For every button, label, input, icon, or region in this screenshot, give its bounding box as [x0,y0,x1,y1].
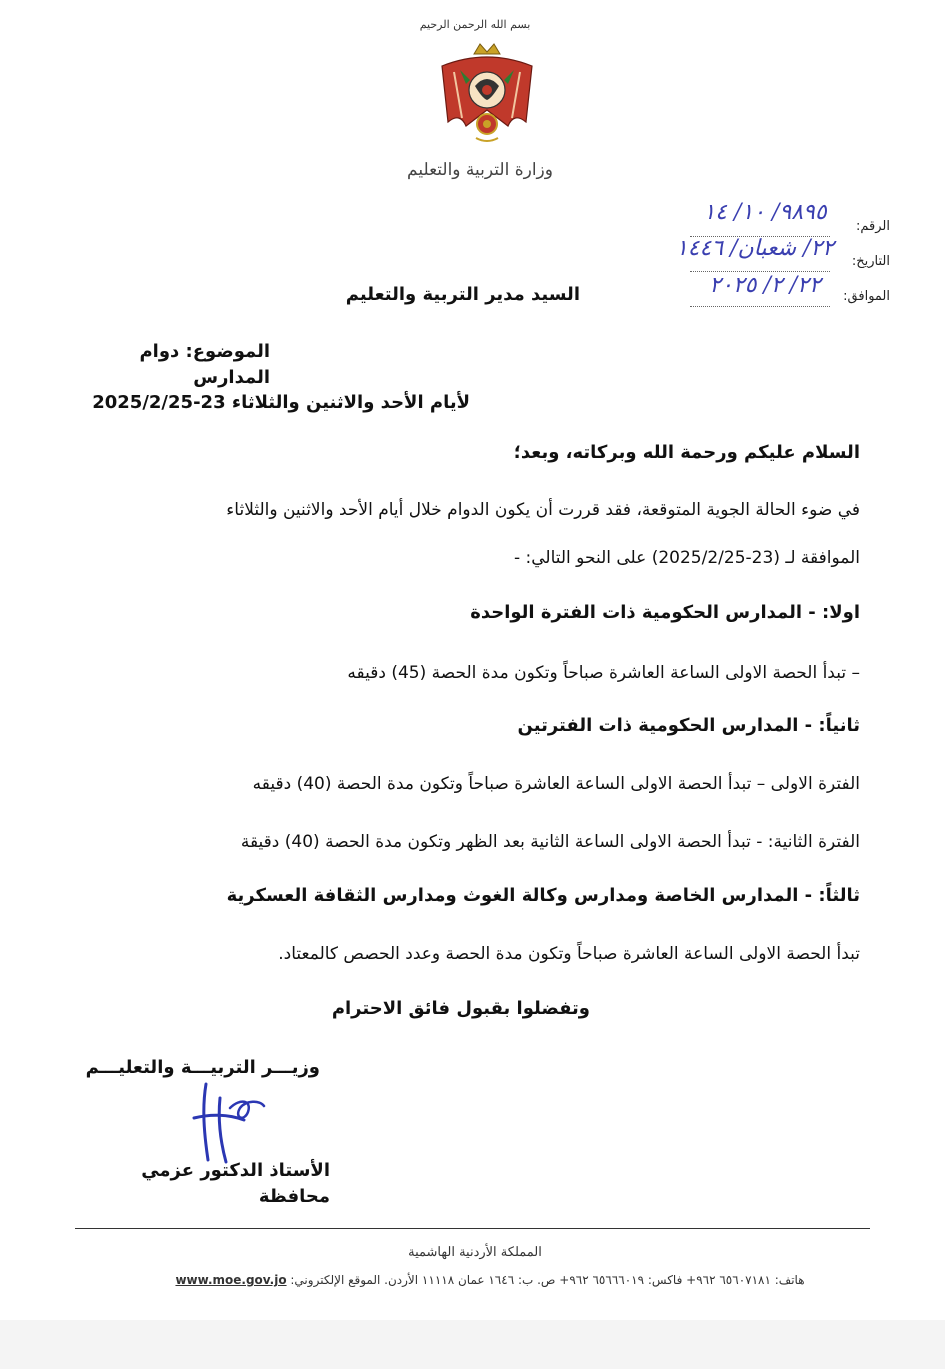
subject-dates: لأيام الأحد والاثنين والثلاثاء 23-2025/2/25 [92,392,470,413]
date-label: التاريخ: [851,254,890,269]
section-2-period-1: الفترة الاولى – تبدأ الحصة الاولى الساعة العاشرة صباحاً وتكون مدة الحصة (40) دقيقه [252,774,860,794]
signature-title: وزيـــر التربيـــة والتعليـــم [85,1057,320,1078]
subject: الموضوع: دوام المدارس [139,341,270,388]
website-link[interactable]: www.moe.gov.jo [175,1273,287,1287]
date-handwritten: ٢٢/ شعبان/ ١٤٤٦ [675,236,835,261]
greeting: السلام عليكم ورحمة الله وبركاته، وبعد؛ [513,442,860,463]
section-2-period-2: الفترة الثانية: - تبدأ الحصة الاولى الساعة الثانية بعد الظهر وتكون مدة الحصة (40) دقيقة [240,832,860,852]
section-3-title: ثالثاً: - المدارس الخاصة ومدارس وكالة الغوث ومدارس الثقافة العسكرية [226,885,860,906]
number-handwritten: ٩٨٩٥/ ١٠/ ١٤ [703,200,827,225]
footer-contact [130,1273,850,1287]
signatory-name: الأستاذ الدكتور عزمي محافظة [141,1160,330,1207]
royal-crest-icon [432,40,542,150]
corresponding-handwritten: ٢٢/ ٢/ ٢٠٢٥ [709,273,821,298]
closing: وتفضلوا بقبول فائق الاحترام [331,998,590,1019]
contact-details: هاتف: ٦٥٦٠٧١٨١ ٩٦٢+ فاكس: ٦٥٦٦٦٠١٩ ٩٦٢+ ص. ب: ١٦٤٦ عمان ١١١١٨ الأردن. الموقع الإلكتروني: [290,1273,805,1287]
recipient: السيد مدير التربية والتعليم [345,284,580,305]
section-1-text: – تبدأ الحصة الاولى الساعة العاشرة صباحاً وتكون مدة الحصة (45) دقيقه [347,663,860,683]
footer-kingdom: المملكة الأردنية الهاشمية [408,1245,542,1260]
basmala: بسم الله الرحمن الرحيم [419,18,531,31]
intro-line-2: الموافقة لـ (23-2025/2/25) على النحو التالي: - [513,548,860,568]
intro-line-1: في ضوء الحالة الجوية المتوقعة، فقد قررت أن يكون الدوام خلال أيام الأحد والاثنين والثلاثاء [226,500,860,520]
footer-divider [75,1228,870,1229]
corresponding-label: الموافق: [843,289,890,304]
section-2-title: ثانياً: - المدارس الحكومية ذات الفترتين [517,715,860,736]
handwritten-signature-icon [180,1078,280,1168]
date-dotted-line [690,261,830,272]
ministry-name: وزارة التربية والتعليم [407,160,553,180]
section-1-title: اولا: - المدارس الحكومية ذات الفترة الواحدة [470,602,860,623]
section-3-text: تبدأ الحصة الاولى الساعة العاشرة صباحاً وتكون مدة الحصة وعدد الحصص كالمعتاد. [278,944,860,964]
number-label: الرقم: [856,219,890,234]
